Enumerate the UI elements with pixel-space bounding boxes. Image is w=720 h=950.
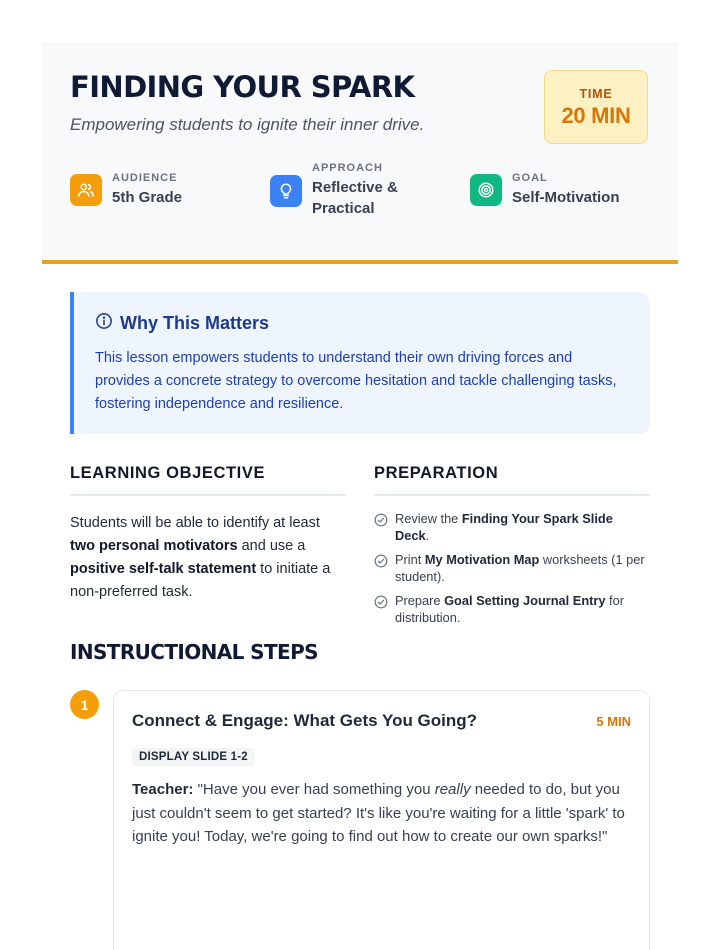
why-this-matters-callout [70,292,650,434]
learning-objective-section [70,464,346,604]
step-duration: 5 MIN [596,713,631,729]
list-item: Prepare Goal Setting Journal Entry for distribution. [374,592,650,626]
list-item: Print My Motivation Map worksheets (1 per student). [374,551,650,585]
objective-text: Students will be able to identify at least two personal motivators and use a positive self-talk statement to initiate a non-preferred task. [70,515,331,600]
meta-goal [470,172,620,208]
meta-value: Reflective & Practical [312,179,398,217]
lesson-header [42,42,678,264]
meta-label: GOAL [512,172,548,184]
info-icon [95,312,113,335]
meta-approach [270,162,422,219]
meta-audience [70,172,182,208]
check-circle-icon [374,513,388,527]
objective-title: LEARNING OBJECTIVE [70,464,346,496]
slide-tag: DISPLAY SLIDE 1-2 [132,748,255,766]
check-circle-icon [374,554,388,568]
lesson-plan-page [42,42,678,845]
page-subtitle: Empowering students to ignite their inner drive. [70,115,425,134]
target-icon [470,174,502,206]
preparation-list [374,510,650,626]
page-title: FINDING YOUR SPARK [70,70,415,104]
users-icon [70,174,102,206]
time-badge [544,70,648,144]
callout-body: This lesson empowers students to understand their own driving forces and provides a concrete strategy to overcome hesitation and tackle challenging tasks, fostering independence and resilience. [95,350,617,412]
meta-value: 5th Grade [112,189,183,206]
preparation-section [374,464,650,633]
preparation-title: PREPARATION [374,464,650,496]
check-circle-icon [374,595,388,609]
time-label: TIME [579,87,613,101]
callout-title: Why This Matters [120,313,270,333]
meta-label: AUDIENCE [112,172,178,184]
step-script: Teacher: "Have you ever had something you really needed to do, but you just couldn't seem to get started? It's like you're waiting for a little 'spark' to ignite you! Today, we're going to find out how to create our own sparks!" [132,781,625,845]
step-card [113,690,650,950]
instructional-steps-title: INSTRUCTIONAL STEPS [70,640,318,664]
step-number-badge: 1 [70,690,99,719]
lightbulb-icon [270,175,302,207]
step-title: Connect & Engage: What Gets You Going? [132,711,478,730]
meta-value: Self-Motivation [512,189,620,206]
list-item: Review the Finding Your Spark Slide Deck. [374,510,650,544]
meta-label: APPROACH [312,162,383,174]
time-value: 20 MIN [561,103,631,128]
